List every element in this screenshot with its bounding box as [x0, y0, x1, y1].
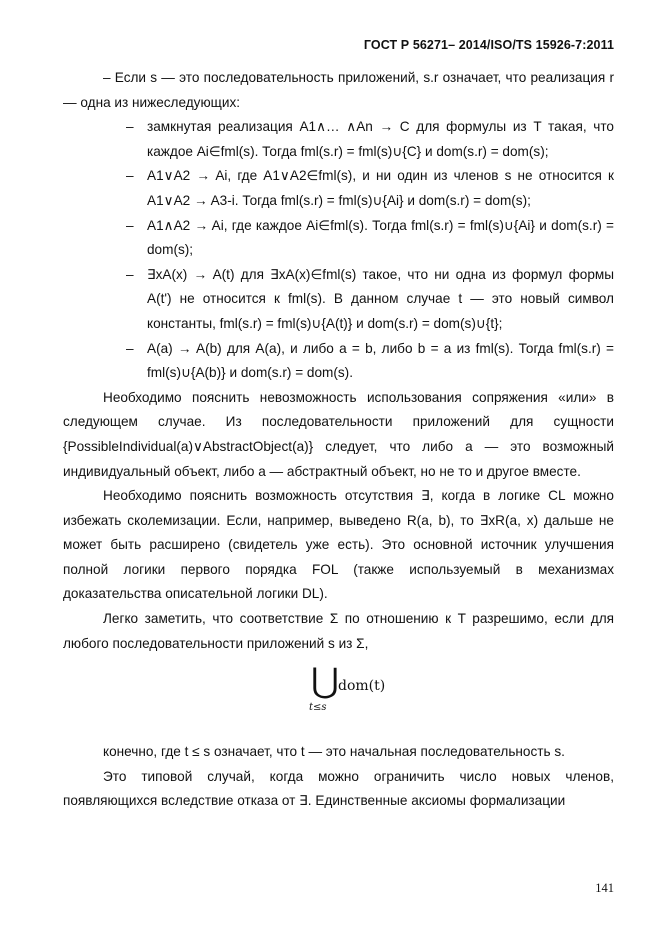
paragraph-typical-case: Это типовой случай, когда можно ограничить число новых членов, появляющихся вследствие отказа от ∃. Единственные аксиомы формализации — [63, 768, 614, 809]
paragraph-decidability: Легко заметить, что соответствие Σ по отношению к T разрешимо, если для любого последовательности приложений s из Σ, — [63, 611, 614, 651]
list-item: – A1∧A2 → Ai, где каждое Ai∈fml(s). Тогда fml(s.r) = fml(s)∪{Ai} и dom(s.r) = dom(s); — [126, 217, 614, 258]
page-body — [63, 66, 614, 814]
paragraph-skolemization: Необходимо пояснить возможность отсутствия ∃, когда в логике CL можно избежать сколемизации. Если, например, выведено R(a, b), то ∃xR(a, x) дальше не может быть расширено (свидетель уже есть). Это основной источник улучшения полной логики первого порядка FOL (также используемый в механизмах доказательства описательной логики DL). — [63, 488, 614, 602]
document-header: ГОСТ Р 56271– 2014/ISO/TS 15926-7:2011 — [363, 38, 614, 52]
list-item: – A(a) → A(b) для A(a), и либо a = b, либо b = a из fml(s). Тогда fml(s.r) = fml(s)∪{A(b)} и dom(s.r) = dom(s). — [126, 340, 614, 381]
union-formula — [63, 656, 614, 740]
union-subscript: t≤s — [309, 702, 327, 714]
list-item: – замкнутая реализация A1∧… ∧An → C для формулы из T такая, что каждое Ai∈fml(s). Тогда fml(s.r) = fml(s)∪{C} и dom(s.r) = dom(s); — [126, 119, 614, 159]
union-operator: ⋃ — [311, 661, 339, 702]
page-number: 141 — [595, 881, 614, 895]
paragraph-disjunction: Необходимо пояснить невозможность использования сопряжения «или» в следующем случае. Из последовательности приложений для сущности {PossibleIndividual(a)∨AbstractObject(a)} следует, что либо a — это возможный индивидуальный объект, либо a — абстрактный объект, но не то и другое вместе. — [63, 389, 614, 479]
list-item: – A1∨A2 → Ai, где A1∨A2∈fml(s), и ни один из членов s не относится к A1∨A2 → A3-i. Тогда fml(s.r) = fml(s)∪{Ai} и dom(s.r) = dom(s); — [126, 168, 614, 208]
paragraph-finite: конечно, где t ≤ s означает, что t — это начальная последовательность s. — [103, 744, 565, 760]
union-body: dom(t) — [338, 678, 386, 695]
list-item: – ∃xA(x) → A(t) для ∃xA(x)∈fml(s) такое, что ни одна из формул формы A(t') не относится к fml(s). В данном случае t — это новый символ константы, fml(s.r) = fml(s)∪{A(t)} и dom(s.r) = dom(s)∪{t}; — [126, 266, 614, 331]
paragraph-definition: – Если s — это последовательность приложений, s.r означает, что реализация r — одна из нижеследующих: — [63, 70, 614, 110]
